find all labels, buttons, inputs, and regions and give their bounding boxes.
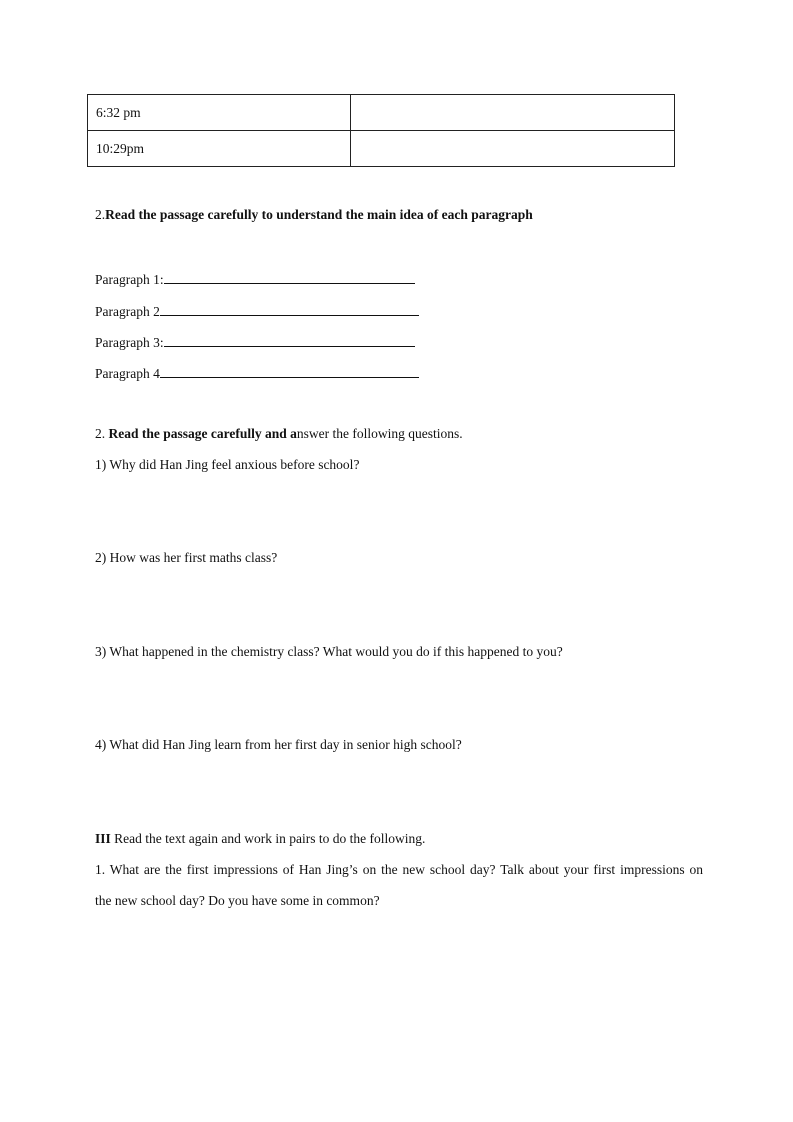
time-cell: 6:32 pm <box>88 95 351 131</box>
questions-heading <box>95 426 463 442</box>
section-three-heading <box>95 831 425 847</box>
answer-blank[interactable] <box>164 332 415 347</box>
question-4: 4) What did Han Jing learn from her first day in senior high school? <box>95 737 462 752</box>
main-idea-heading <box>95 207 533 223</box>
table-row <box>88 95 675 131</box>
answer-blank[interactable] <box>160 301 419 316</box>
paragraph-label: Paragraph 2 <box>95 304 160 319</box>
task-line-1: 1. What are the first impressions of Han Jing’s on the new school day? Talk about your first impressions on <box>95 862 703 877</box>
task-line-2: the new school day? Do you have some in common? <box>95 893 380 908</box>
time-cell: 10:29pm <box>88 131 351 167</box>
question-1: 1) Why did Han Jing feel anxious before school? <box>95 457 360 472</box>
heading-bold-text: Read the passage carefully and a <box>108 426 297 441</box>
answer-blank[interactable] <box>160 363 419 378</box>
paragraph-line-2 <box>95 301 419 320</box>
paragraph-label: Paragraph 4 <box>95 366 160 381</box>
answer-cell[interactable] <box>351 131 675 167</box>
heading-rest-text: Read the text again and work in pairs to do the following. <box>110 831 426 846</box>
question-3: 3) What happened in the chemistry class? What would you do if this happened to you? <box>95 644 563 659</box>
question-2: 2) How was her first maths class? <box>95 550 278 565</box>
paragraph-line-1 <box>95 269 415 288</box>
heading-rest-text: nswer the following questions. <box>296 426 463 441</box>
paragraph-label: Paragraph 3: <box>95 335 164 350</box>
table-row <box>88 131 675 167</box>
answer-cell[interactable] <box>351 95 675 131</box>
heading-number: 2. <box>95 426 109 441</box>
section-numeral: III <box>95 831 111 846</box>
paragraph-line-4 <box>95 363 419 382</box>
heading-number: 2. <box>95 207 106 222</box>
time-table <box>87 94 675 167</box>
heading-bold-text: Read the passage carefully to understand the main idea of each paragraph <box>105 207 533 222</box>
paragraph-line-3 <box>95 332 415 351</box>
paragraph-label: Paragraph 1: <box>95 272 164 287</box>
answer-blank[interactable] <box>164 269 415 284</box>
